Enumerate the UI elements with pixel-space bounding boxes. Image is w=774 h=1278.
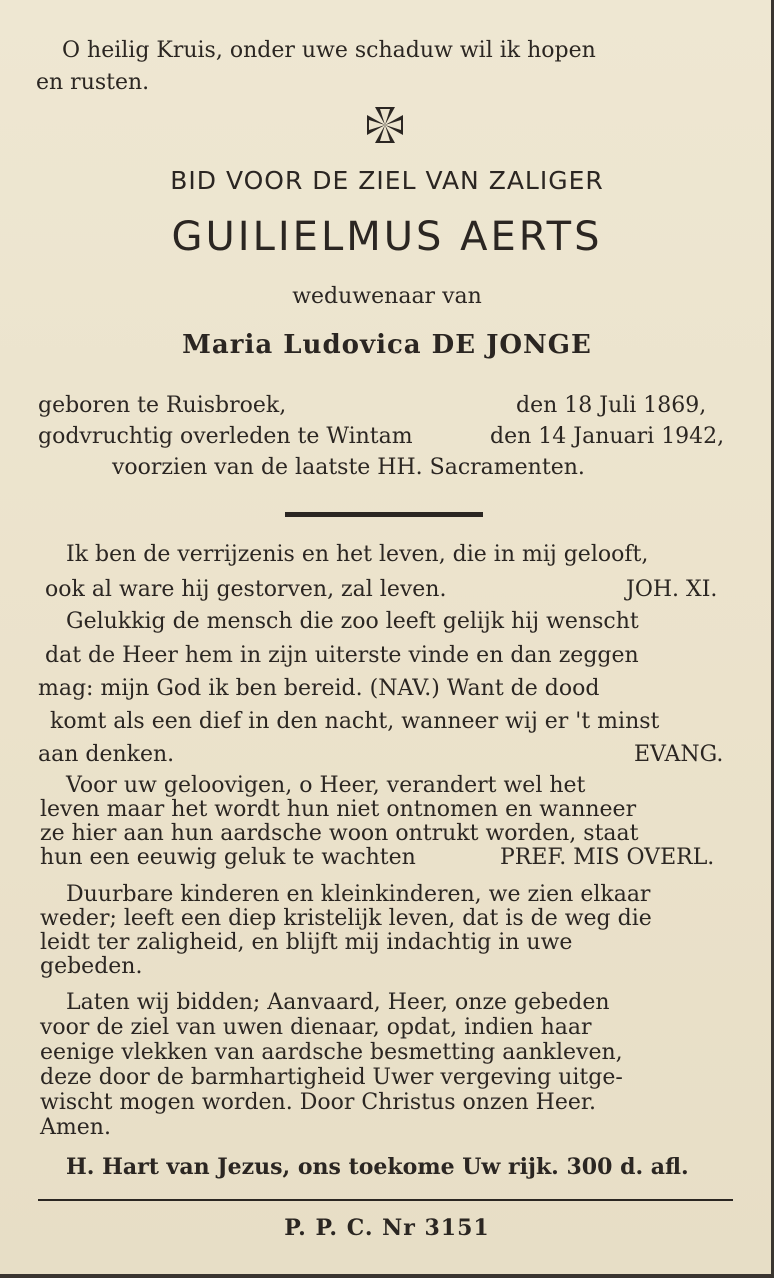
born-date: den 18 Juli 1869, <box>516 393 707 418</box>
divider <box>285 512 483 517</box>
p2-line-2: dat de Heer hem in zijn uiterste vinde en dan zeggen <box>45 643 639 668</box>
p5-line-1: Laten wij bidden; Aanvaard, Heer, onze gebeden <box>66 990 610 1015</box>
born-place: geboren te Ruisbroek, <box>38 393 287 418</box>
p1-line-2: ook al ware hij gestorven, zal leven. <box>45 577 447 602</box>
died-date: den 14 Januari 1942, <box>490 424 725 449</box>
p2-line-5: aan denken. <box>38 742 175 767</box>
spouse-name: Maria Ludovica DE JONGE <box>182 330 592 360</box>
p1-reference: JOH. XI. <box>626 577 718 602</box>
p1-line-1: Ik ben de verrijzenis en het leven, die in mij gelooft, <box>66 542 649 567</box>
p3-line-3: ze hier aan hun aardsche woon ontrukt worden, staat <box>40 821 639 846</box>
p3-line-2: leven maar het wordt hun niet ontnomen en wanneer <box>40 797 637 822</box>
p2-line-4: komt als een dief in den nacht, wanneer wij er 't minst <box>50 709 660 734</box>
p4-line-2: weder; leeft een diep kristelijk leven, dat is de weg die <box>40 906 652 931</box>
p3-line-1: Voor uw geloovigen, o Heer, verandert wel het <box>66 773 586 798</box>
p3-reference: PREF. MIS OVERL. <box>500 845 715 870</box>
p5-line-5: wischt mogen worden. Door Christus onzen Heer. <box>40 1090 596 1115</box>
p2-line-3: mag: mijn God ik ben bereid. (NAV.) Want de dood <box>38 676 600 701</box>
p5-line-4: deze door de barmhartigheid Uwer vergeving uitge- <box>40 1065 623 1090</box>
prayer-line-1: O heilig Kruis, onder uwe schaduw wil ik hopen <box>62 38 596 63</box>
p3-line-4: hun een eeuwig geluk te wachten <box>40 845 416 870</box>
p2-reference: EVANG. <box>634 742 724 767</box>
sacraments: voorzien van de laatste HH. Sacramenten. <box>112 455 585 480</box>
p4-line-4: gebeden. <box>40 954 143 979</box>
p4-line-3: leidt ter zaligheid, en blijft mij indachtig in uwe <box>40 930 573 955</box>
maltese-cross-icon <box>365 105 405 145</box>
p2-line-1: Gelukkig de mensch die zoo leeft gelijk hij wenscht <box>66 609 639 634</box>
p5-line-3: eenige vlekken van aardsche besmetting aankleven, <box>40 1040 623 1065</box>
printer-number: P. P. C. Nr 3151 <box>284 1215 490 1241</box>
prayer-line-2: en rusten. <box>36 70 150 95</box>
p5-line-2: voor de ziel van uwen dienaar, opdat, indien haar <box>40 1015 592 1040</box>
died-place: godvruchtig overleden te Wintam <box>38 424 413 449</box>
deceased-name: GUILIELMUS AERTS <box>171 214 603 260</box>
widower-label: weduwenaar van <box>292 284 482 309</box>
p4-line-1: Duurbare kinderen en kleinkinderen, we zien elkaar <box>66 882 651 907</box>
bottom-rule <box>38 1199 733 1204</box>
indulgence-prayer: H. Hart van Jezus, ons toekome Uw rijk. 300 d. afl. <box>66 1154 689 1180</box>
p5-line-6: Amen. <box>40 1115 111 1140</box>
bid-heading: BID VOOR DE ZIEL VAN ZALIGER <box>170 166 604 195</box>
